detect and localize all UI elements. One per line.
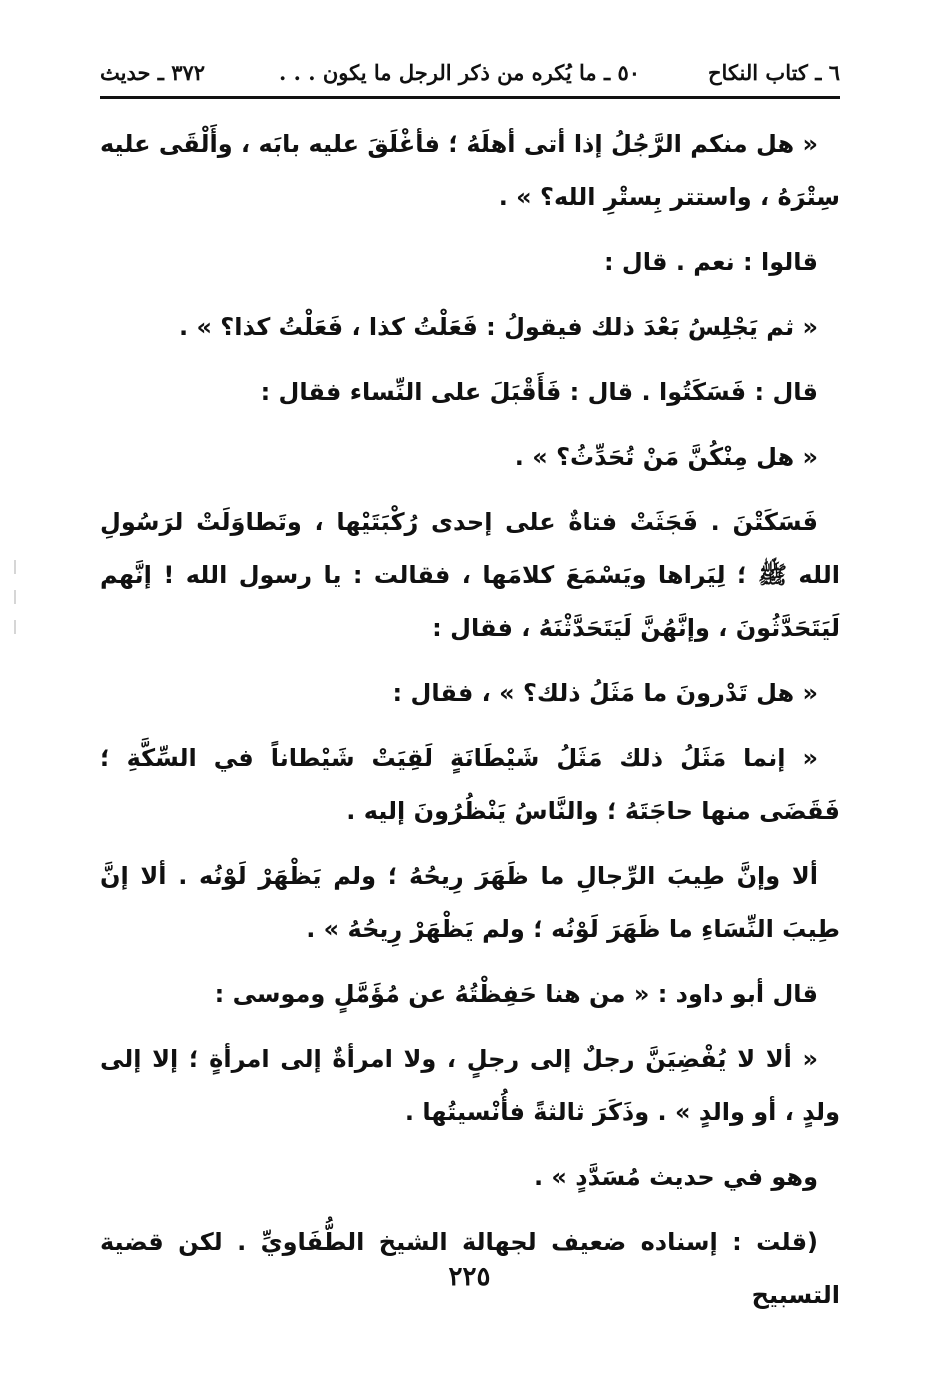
paragraph-11: « ألا لا يُفْضِيَنَّ رجلٌ إلى رجلٍ ، ولا امرأةٌ إلى امرأةٍ ؛ إلا إلى ولدٍ ، أو والدٍ » . وذَكَرَ ثالثةً فأُنْسيتُها . — [100, 1045, 840, 1126]
header-rule — [100, 96, 840, 99]
header-hadith-number: ٣٧٢ ـ حديث — [100, 60, 206, 85]
page-number: ٢٢٥ — [448, 1262, 491, 1292]
header-book-title: ٦ ـ كتاب النكاح — [708, 60, 840, 85]
paragraph-5: « هل مِنْكُنَّ مَنْ تُحَدِّثُ؟ » . — [514, 443, 818, 471]
scan-mark — [14, 590, 16, 604]
paragraph-6: فَسَكَتْنَ . فَجَثَتْ فتاةٌ على إحدى رُكْبَتَيْها ، وتَطاوَلَتْ لرَسُولِ الله ﷺ ؛ لِيَراها ويَسْمَعَ كلامَها ، فقالت : يا رسول الله ! إنَّهم لَيَتَحَدَّثُونَ ، وإنَّهُنَّ لَيَتَحَدَّثْنَهُ ، فقال : — [100, 508, 840, 642]
paragraph-4: قال : فَسَكَتُوا . قال : فَأَقْبَلَ على النِّساء فقال : — [260, 378, 818, 406]
paragraph-8: « إنما مَثَلُ ذلك مَثَلُ شَيْطَانَةٍ لَقِيَتْ شَيْطاناً في السِّكَّةِ ؛ فَقَضَى منها حاجَتَهُ ؛ والنَّاسُ يَنْظُرُونَ إليه . — [100, 744, 840, 825]
paragraph-13: (قلت : إسناده ضعيف لجهالة الشيخ الطُّفَاويِّ . لكن قضية التسبيح — [100, 1228, 840, 1309]
paragraph-1: « هل منكم الرَّجُلُ إذا أتى أهلَهُ ؛ فأغْلَقَ عليه بابَه ، وأَلْقَى عليه سِتْرَهُ ، واستتر بِستْرِ الله؟ » . — [100, 130, 840, 211]
paragraph-10: قال أبو داود : « من هنا حَفِظْتُهُ عن مُؤَمَّلٍ وموسى : — [214, 980, 818, 1008]
paragraph-7: « هل تَدْرونَ ما مَثَلُ ذلك؟ » ، فقال : — [392, 679, 818, 707]
scan-mark — [14, 560, 16, 574]
header-chapter-title: ٥٠ ـ ما يُكره من ذكر الرجل ما يكون . . . — [279, 60, 640, 85]
paragraph-9: ألا وإنَّ طِيبَ الرِّجالِ ما ظَهَرَ رِيحُهُ ؛ ولم يَظْهَرْ لَوْنُه . ألا إنَّ طِيبَ النِّسَاءِ ما ظَهَرَ لَوْنُه ؛ ولم يَظْهَرْ رِيحُهُ » . — [100, 862, 840, 943]
body-text — [100, 118, 840, 1334]
paragraph-12: وهو في حديث مُسَدَّدٍ » . — [533, 1163, 818, 1191]
paragraph-2: قالوا : نعم . قال : — [603, 248, 818, 276]
paragraph-3: « ثم يَجْلِسُ بَعْدَ ذلك فيقولُ : فَعَلْتُ كذا ، فَعَلْتُ كذا؟ » . — [178, 313, 818, 341]
scan-mark — [14, 620, 16, 634]
running-header — [100, 56, 840, 92]
